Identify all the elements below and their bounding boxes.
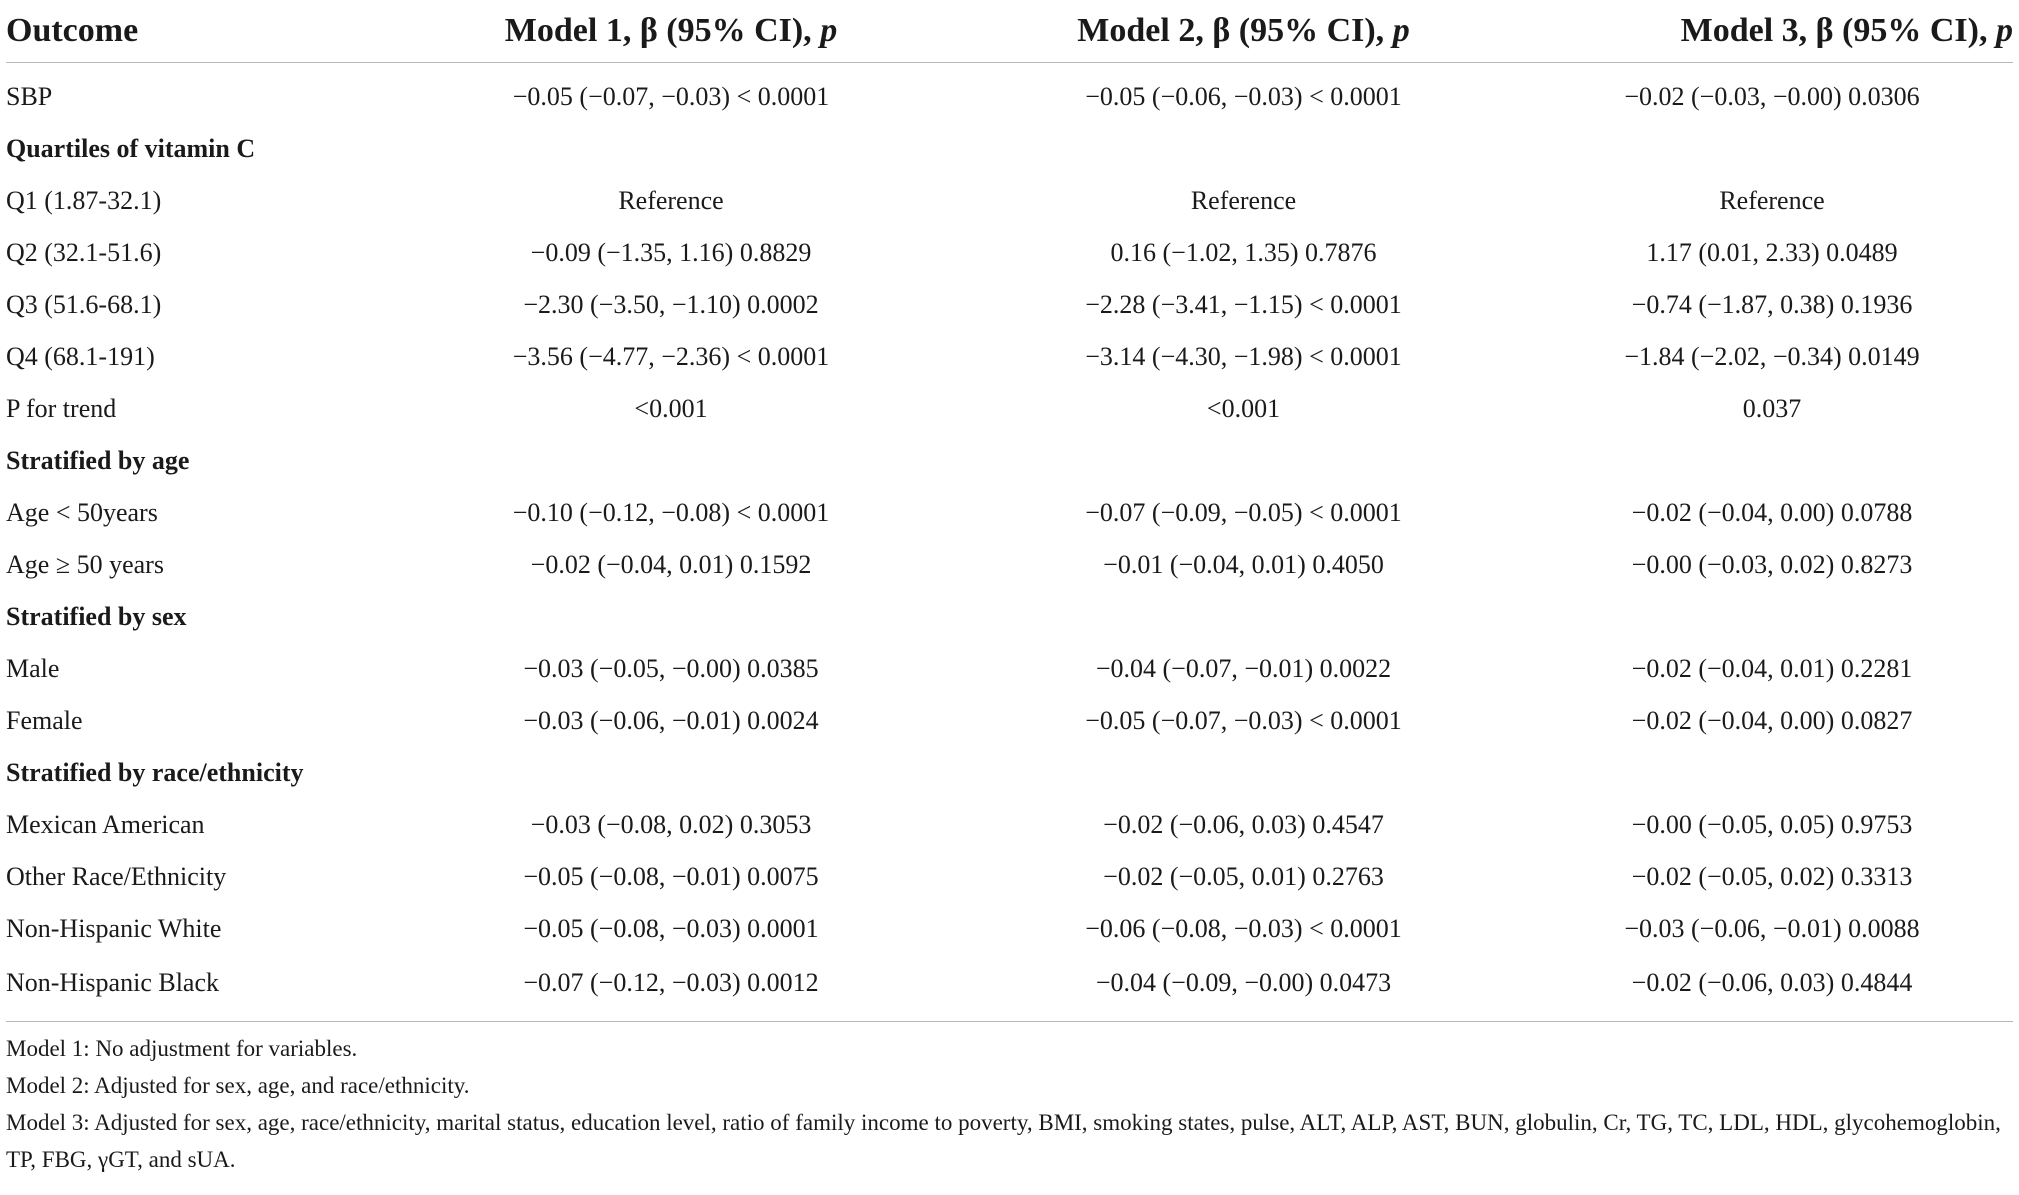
row-model-1-cell: −0.07 (−0.12, −0.03) 0.0012 <box>523 968 819 997</box>
table-row <box>6 955 2013 1017</box>
row-model-2-cell: −0.07 (−0.09, −0.05) < 0.0001 <box>1085 498 1402 527</box>
row-model-2-cell <box>956 747 1531 799</box>
row-model-3-cell <box>1531 123 2013 175</box>
row-model-1-cell: −0.03 (−0.05, −0.00) 0.0385 <box>523 654 819 683</box>
row-outcome-cell: Q2 (32.1-51.6) <box>6 238 162 267</box>
row-model-1-cell: −0.03 (−0.08, 0.02) 0.3053 <box>530 810 812 839</box>
row-model-1-cell: −0.09 (−1.35, 1.16) 0.8829 <box>530 238 812 267</box>
results-table <box>6 0 2013 1017</box>
row-model-1-cell: −0.05 (−0.07, −0.03) < 0.0001 <box>512 82 830 111</box>
table-row <box>6 63 2013 124</box>
row-outcome-cell: Stratified by race/ethnicity <box>6 758 304 787</box>
table-row <box>6 695 2013 747</box>
row-model-3-cell: 1.17 (0.01, 2.33) 0.0489 <box>1646 238 1898 267</box>
table-row <box>6 383 2013 435</box>
row-model-2-cell: 0.16 (−1.02, 1.35) 0.7876 <box>1110 238 1377 267</box>
row-model-2-cell: Reference <box>1190 186 1297 215</box>
footnote-model-1: Model 1: No adjustment for variables. <box>6 1036 358 1061</box>
row-model-3-cell <box>1531 591 2013 643</box>
row-model-1-cell <box>386 123 956 175</box>
row-model-3-cell <box>1531 747 2013 799</box>
table-row <box>6 643 2013 695</box>
row-model-1-cell: Reference <box>618 186 724 215</box>
row-model-2-cell: −0.06 (−0.08, −0.03) < 0.0001 <box>1085 914 1402 943</box>
table-body <box>6 63 2013 1018</box>
row-model-1-cell: −0.10 (−0.12, −0.08) < 0.0001 <box>512 498 830 527</box>
row-model-1-cell <box>386 435 956 487</box>
row-model-2-cell: −0.05 (−0.07, −0.03) < 0.0001 <box>1085 706 1402 735</box>
row-model-3-cell: Reference <box>1719 186 1825 215</box>
table-row <box>6 331 2013 383</box>
row-model-3-cell: 0.037 <box>1742 394 1802 423</box>
header-model-3 <box>1531 0 2013 63</box>
table-row <box>6 851 2013 903</box>
header-model-2-text: Model 2, β (95% CI), <box>1077 12 1393 49</box>
row-outcome-cell: Mexican American <box>6 810 205 839</box>
row-model-3-cell: −0.02 (−0.04, 0.01) 0.2281 <box>1631 654 1913 683</box>
row-model-1-cell <box>386 591 956 643</box>
header-outcome <box>6 0 386 63</box>
table-row <box>6 903 2013 955</box>
row-outcome-cell: Age < 50years <box>6 498 158 527</box>
row-model-1-cell: −0.05 (−0.08, −0.01) 0.0075 <box>523 862 819 891</box>
row-model-3-cell: −0.02 (−0.04, 0.00) 0.0827 <box>1631 706 1913 735</box>
row-model-2-cell: −0.02 (−0.05, 0.01) 0.2763 <box>1103 862 1384 891</box>
header-model-1-text: Model 1, β (95% CI), <box>504 12 821 49</box>
header-model-2-p: p <box>1392 12 1410 49</box>
row-outcome-cell: P for trend <box>6 394 117 423</box>
row-outcome-cell: Quartiles of vitamin C <box>6 134 256 163</box>
row-model-2-cell <box>956 591 1531 643</box>
row-model-2-cell: −0.01 (−0.04, 0.01) 0.4050 <box>1103 550 1384 579</box>
header-row <box>6 0 2013 63</box>
row-model-3-cell: −0.02 (−0.05, 0.02) 0.3313 <box>1631 862 1913 891</box>
footnote-model-3: Model 3: Adjusted for sex, age, race/ethnicity, marital status, education level, ratio of family income to poverty, BMI, smoking states, pulse, ALT, ALP, AST, BUN, globulin, Cr, TG, TC, LDL, HDL, glycohemoglobin, TP, FBG, γGT, and sUA. <box>6 1110 2001 1172</box>
row-model-3-cell: −0.02 (−0.06, 0.03) 0.4844 <box>1631 968 1913 997</box>
row-model-1-cell: <0.001 <box>634 394 708 423</box>
table-row <box>6 487 2013 539</box>
row-model-2-cell: −0.02 (−0.06, 0.03) 0.4547 <box>1103 810 1384 839</box>
table-footnotes <box>6 1022 2013 1178</box>
row-model-2-cell: −0.04 (−0.07, −0.01) 0.0022 <box>1095 654 1392 683</box>
row-model-1-cell: −3.56 (−4.77, −2.36) < 0.0001 <box>512 342 830 371</box>
row-outcome-cell: Stratified by age <box>6 446 190 475</box>
row-model-3-cell <box>1531 435 2013 487</box>
table-header <box>6 0 2013 63</box>
row-outcome-cell: Other Race/Ethnicity <box>6 862 227 891</box>
row-outcome-cell: Q1 (1.87-32.1) <box>6 186 162 215</box>
row-outcome-cell: Non-Hispanic Black <box>6 968 220 997</box>
header-model-2 <box>956 0 1531 63</box>
header-outcome-text: Outcome <box>6 12 139 49</box>
table-row <box>6 227 2013 279</box>
row-model-3-cell: −0.00 (−0.05, 0.05) 0.9753 <box>1631 810 1913 839</box>
row-model-1-cell: −2.30 (−3.50, −1.10) 0.0002 <box>523 290 819 319</box>
table-row <box>6 175 2013 227</box>
row-model-3-cell: −0.02 (−0.03, −0.00) 0.0306 <box>1624 82 1920 111</box>
header-model-3-p: p <box>1996 12 2013 49</box>
row-model-2-cell <box>956 123 1531 175</box>
table-row <box>6 539 2013 591</box>
row-model-3-cell: −0.00 (−0.03, 0.02) 0.8273 <box>1631 550 1913 579</box>
table-row <box>6 799 2013 851</box>
header-model-1 <box>386 0 956 63</box>
row-model-2-cell: <0.001 <box>1206 394 1281 423</box>
row-model-3-cell: −1.84 (−2.02, −0.34) 0.0149 <box>1624 342 1920 371</box>
row-model-3-cell: −0.74 (−1.87, 0.38) 0.1936 <box>1631 290 1913 319</box>
row-model-2-cell: −0.05 (−0.06, −0.03) < 0.0001 <box>1085 82 1402 111</box>
row-outcome-cell: Q3 (51.6-68.1) <box>6 290 162 319</box>
row-model-2-cell: −3.14 (−4.30, −1.98) < 0.0001 <box>1085 342 1402 371</box>
row-outcome-cell: Male <box>6 654 60 683</box>
row-outcome-cell: Female <box>6 706 83 735</box>
row-model-1-cell: −0.03 (−0.06, −0.01) 0.0024 <box>523 706 819 735</box>
row-outcome-cell: Stratified by sex <box>6 602 187 631</box>
row-model-2-cell: −0.04 (−0.09, −0.00) 0.0473 <box>1095 968 1392 997</box>
row-model-2-cell: −2.28 (−3.41, −1.15) < 0.0001 <box>1085 290 1402 319</box>
header-model-3-text: Model 3, β (95% CI), <box>1680 12 1996 49</box>
row-outcome-cell: Age ≥ 50 years <box>6 550 164 579</box>
row-outcome-cell: Non-Hispanic White <box>6 914 222 943</box>
row-model-3-cell: −0.03 (−0.06, −0.01) 0.0088 <box>1624 914 1920 943</box>
row-model-1-cell: −0.02 (−0.04, 0.01) 0.1592 <box>530 550 812 579</box>
row-model-1-cell: −0.05 (−0.08, −0.03) 0.0001 <box>523 914 819 943</box>
section-header-row <box>6 123 2013 175</box>
row-model-1-cell <box>386 747 956 799</box>
table-row <box>6 279 2013 331</box>
row-outcome-cell: Q4 (68.1-191) <box>6 342 155 371</box>
row-model-2-cell <box>956 435 1531 487</box>
section-header-row <box>6 435 2013 487</box>
row-outcome-cell: SBP <box>6 82 53 111</box>
row-model-3-cell: −0.02 (−0.04, 0.00) 0.0788 <box>1631 498 1913 527</box>
header-model-1-p: p <box>820 12 838 49</box>
section-header-row <box>6 591 2013 643</box>
footnote-model-2: Model 2: Adjusted for sex, age, and race/ethnicity. <box>6 1073 470 1098</box>
section-header-row <box>6 747 2013 799</box>
